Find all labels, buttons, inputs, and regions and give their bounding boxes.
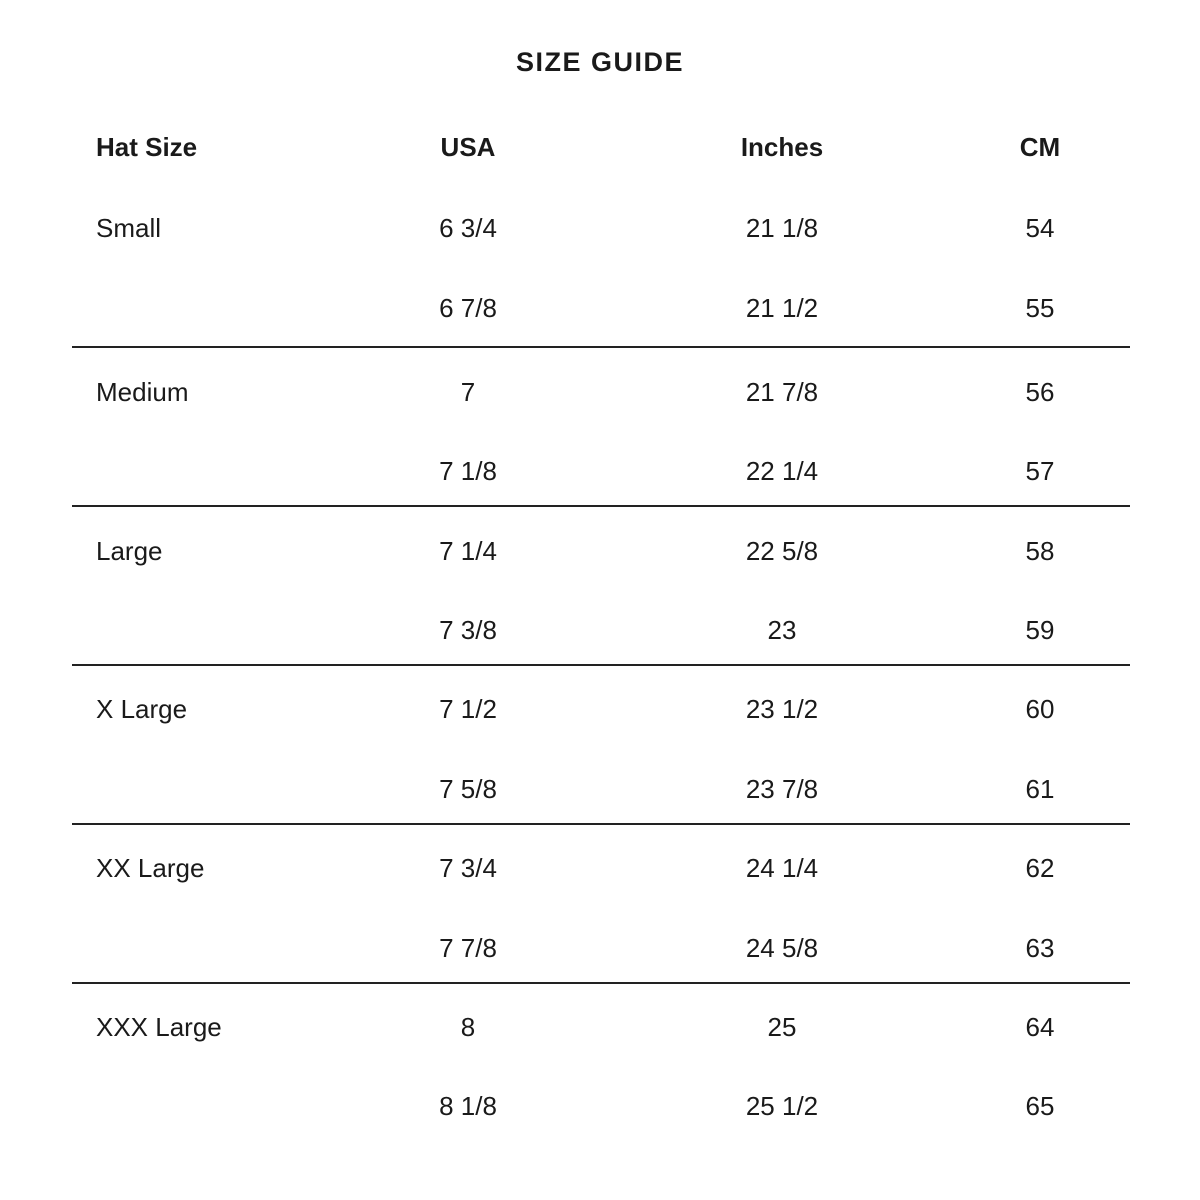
table-cell-usa: 6 3/4 (439, 213, 497, 243)
table-cell-usa: 8 (460, 1012, 476, 1042)
row-divider (72, 505, 1130, 507)
table-cell-cm: 60 (1025, 694, 1055, 724)
table-cell-cm: 57 (1025, 456, 1055, 486)
table-cell-inches: 21 7/8 (745, 377, 819, 407)
table-cell-inches: 24 1/4 (745, 853, 819, 883)
table-cell-inches: 23 7/8 (745, 774, 819, 804)
table-cell-inches: 21 1/2 (745, 293, 819, 323)
table-cell-cm: 61 (1025, 774, 1055, 804)
table-cell-cm: 64 (1025, 1012, 1055, 1042)
header-hat-size: Hat Size (96, 132, 198, 162)
table-cell-inches: 23 (767, 615, 797, 645)
table-cell-cm: 62 (1025, 853, 1055, 883)
table-cell-inches: 25 1/2 (745, 1091, 819, 1121)
table-cell-usa: 7 7/8 (439, 933, 497, 963)
table-cell-usa: 6 7/8 (439, 293, 497, 323)
table-cell-usa: 8 1/8 (439, 1091, 497, 1121)
row-divider (72, 346, 1130, 348)
header-cm: CM (1019, 132, 1061, 162)
table-cell-usa: 7 1/4 (439, 536, 497, 566)
table-cell-cm: 56 (1025, 377, 1055, 407)
header-usa: USA (440, 132, 496, 162)
row-divider (72, 664, 1130, 666)
size-label-medium: Medium (96, 377, 189, 407)
size-label-small: Small (96, 213, 162, 243)
table-cell-cm: 54 (1025, 213, 1055, 243)
table-cell-usa: 7 1/2 (439, 694, 497, 724)
table-cell-usa: 7 5/8 (439, 774, 497, 804)
table-cell-usa: 7 3/8 (439, 615, 497, 645)
header-inches: Inches (740, 132, 824, 162)
table-cell-cm: 55 (1025, 293, 1055, 323)
table-cell-inches: 23 1/2 (745, 694, 819, 724)
table-cell-cm: 65 (1025, 1091, 1055, 1121)
table-cell-inches: 24 5/8 (745, 933, 819, 963)
row-divider (72, 823, 1130, 825)
table-cell-cm: 63 (1025, 933, 1055, 963)
size-label-xx-large: XX Large (96, 853, 205, 883)
table-cell-cm: 59 (1025, 615, 1055, 645)
size-label-large: Large (96, 536, 163, 566)
table-cell-usa: 7 1/8 (439, 456, 497, 486)
table-cell-cm: 58 (1025, 536, 1055, 566)
size-label-x-large: X Large (96, 694, 188, 724)
table-cell-usa: 7 3/4 (439, 853, 497, 883)
table-cell-inches: 22 5/8 (745, 536, 819, 566)
table-cell-inches: 22 1/4 (745, 456, 819, 486)
size-label-xxx-large: XXX Large (96, 1012, 222, 1042)
table-cell-inches: 21 1/8 (745, 213, 819, 243)
table-cell-usa: 7 (460, 377, 476, 407)
table-cell-inches: 25 (767, 1012, 797, 1042)
page-title: SIZE GUIDE (515, 47, 685, 77)
row-divider (72, 982, 1130, 984)
